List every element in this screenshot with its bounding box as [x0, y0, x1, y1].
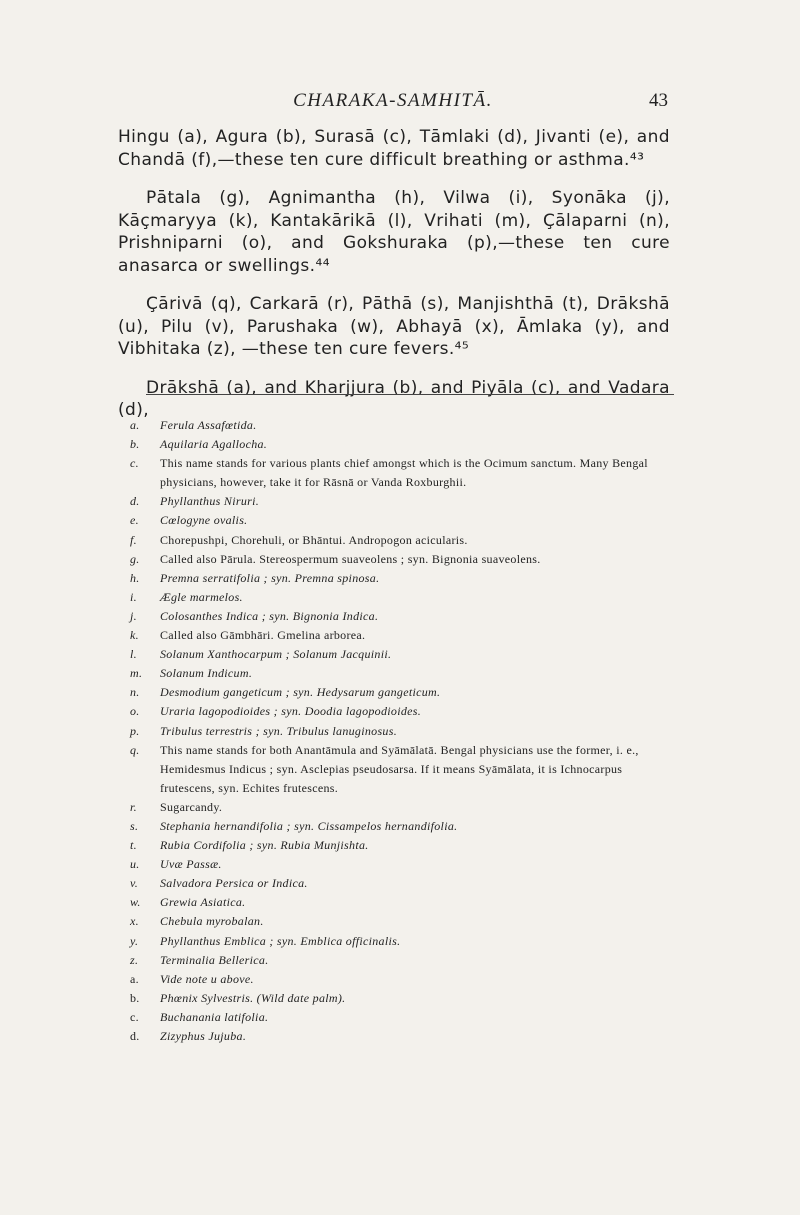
footnote-divider: [146, 394, 674, 395]
footnote: [130, 970, 675, 989]
footnote-key: k.: [130, 628, 139, 643]
footnote-text: Called also Gāmbhāri. Gmelina arborea.: [160, 628, 366, 643]
footnote-key: i.: [130, 589, 137, 604]
footnote: [130, 607, 675, 626]
footnote-text: Terminalia Bellerica.: [160, 952, 269, 967]
footnote: [130, 932, 675, 951]
footnote-text: Solanum Indicum.: [160, 666, 253, 681]
footnote-text: Premna serratifolia ; syn. Premna spinosa.: [160, 570, 380, 585]
footnote-text: Zizyphus Jujuba.: [160, 1029, 247, 1043]
footnote: [130, 550, 675, 569]
footnote-key: p.: [130, 723, 140, 738]
footnote-key: b.: [130, 437, 140, 452]
footnote-key: t.: [130, 838, 137, 853]
footnote-key: e.: [130, 513, 139, 528]
footnote-text: Buchanania latifolia.: [160, 1009, 269, 1024]
footnote: [130, 626, 675, 645]
footnote-key: w.: [130, 895, 141, 910]
footnote: [130, 435, 675, 454]
footnote: [130, 1008, 675, 1027]
page-header: [118, 90, 668, 114]
footnote-text: This name stands for both Anantāmula and Syāmālatā. Bengal physicians use the former, i. e., Hemidesmus Indicus ; syn. Asclepias pseudosarsa. If it means Syāmālata, it is Ichnocarpus frutescens, syn. Echites frutescens.: [160, 742, 639, 795]
footnote: [130, 722, 675, 741]
footnote-key: c.: [130, 1009, 139, 1024]
footnote: [130, 874, 675, 893]
paragraph-continued: Drākshā (a), and Kharjjura (b), and Piyāla (c), and Vadara (d),: [118, 377, 670, 420]
footnote: [130, 645, 675, 664]
footnote-text: Phœnix Sylvestris. (Wild date palm).: [160, 990, 346, 1005]
footnote-key: h.: [130, 570, 140, 585]
footnote-text: Chorepushpi, Chorehuli, or Bhāntui. Andropogon acicularis.: [160, 532, 468, 547]
main-text: [118, 126, 670, 438]
footnote-key: g.: [130, 551, 140, 566]
footnote-key: c.: [130, 456, 139, 471]
footnote-key: l.: [130, 647, 137, 662]
footnote-text: Uraria lagopodioides ; syn. Doodia lagopodioides.: [160, 704, 422, 719]
footnote-key: v.: [130, 876, 139, 891]
footnote-key: u.: [130, 857, 140, 872]
footnote-text: Sugarcandy.: [160, 799, 223, 814]
footnote-key: j.: [130, 608, 137, 623]
footnote-text: Ægle marmelos.: [160, 589, 243, 604]
footnote-text: Rubia Cordifolia ; syn. Rubia Munjishta.: [160, 838, 369, 853]
footnote: [130, 836, 675, 855]
footnote: [130, 511, 675, 530]
running-title: CHARAKA-SAMHITĀ.: [293, 90, 493, 111]
footnote-key: f.: [130, 532, 137, 547]
footnote-key: d.: [130, 494, 140, 509]
footnote-key: x.: [130, 914, 139, 929]
footnote: [130, 893, 675, 912]
footnote-text: Called also Pārula. Stereospermum suaveolens ; syn. Bignonia suaveolens.: [160, 551, 541, 566]
footnote-key: m.: [130, 666, 143, 681]
footnote-key: a.: [130, 418, 140, 432]
footnote: [130, 454, 675, 492]
footnote: [130, 989, 675, 1008]
footnote-key: s.: [130, 818, 139, 833]
paragraph-swellings: Pātala (g), Agnimantha (h), Vilwa (i), Syonāka (j), Kāçmaryya (k), Kantakārikā (l), Vrihati (m), Çālaparni (n), Prishniparni (o), and Gokshuraka (p),—these ten cure anasarca or swellings.⁴⁴: [118, 188, 670, 276]
footnote: [130, 531, 675, 550]
footnote: [130, 416, 675, 435]
footnote: [130, 951, 675, 970]
footnote-key: b.: [130, 990, 140, 1005]
footnote: [130, 588, 675, 607]
footnote-key: q.: [130, 742, 140, 757]
footnote-text: Tribulus terrestris ; syn. Tribulus lanuginosus.: [160, 723, 397, 738]
footnote: [130, 683, 675, 702]
footnote: [130, 798, 675, 817]
footnote-key: n.: [130, 685, 140, 700]
paragraph-fevers: Çārivā (q), Carkarā (r), Pāthā (s), Manjishthā (t), Drākshā (u), Pilu (v), Parushaka (w), Abhayā (x), Āmlaka (y), and Vibhitaka (z), —these ten cure fevers.⁴⁵: [118, 294, 670, 359]
footnote: [130, 912, 675, 931]
footnote-text: Vide note u above.: [160, 971, 254, 986]
footnote-text: Desmodium gangeticum ; syn. Hedysarum gangeticum.: [160, 685, 441, 700]
footnotes: [130, 416, 675, 1046]
footnote-text: Colosanthes Indica ; syn. Bignonia Indica.: [160, 608, 379, 623]
footnote-key: o.: [130, 704, 140, 719]
footnote-text: Stephania hernandifolia ; syn. Cissampelos hernandifolia.: [160, 818, 458, 833]
footnote: [130, 817, 675, 836]
footnote: [130, 664, 675, 683]
footnote: [130, 702, 675, 721]
page-number: 43: [649, 90, 668, 111]
footnote-text: Phyllanthus Niruri.: [160, 494, 260, 509]
footnote-text: Cœlogyne ovalis.: [160, 513, 248, 528]
paragraph-asthma: Hingu (a), Agura (b), Surasā (c), Tāmlaki (d), Jivanti (e), and Chandā (f),—these ten cure difficult breathing or asthma.⁴³: [118, 127, 670, 170]
footnote: [130, 569, 675, 588]
footnote-text: This name stands for various plants chief amongst which is the Ocimum sanctum. Many Bengal physicians, however, take it for Rāsnā or Vanda Roxburghii.: [160, 456, 648, 490]
footnote-key: z.: [130, 952, 139, 967]
footnote-text: Chebula myrobalan.: [160, 914, 264, 929]
footnote-text: Salvadora Persica or Indica.: [160, 876, 308, 891]
footnote-text: Aquilaria Agallocha.: [160, 437, 268, 452]
footnote: [130, 492, 675, 511]
footnote-key: d.: [130, 1029, 140, 1043]
footnote-text: Phyllanthus Emblica ; syn. Emblica officinalis.: [160, 933, 401, 948]
footnote: [130, 1027, 675, 1046]
footnote-key: r.: [130, 799, 137, 814]
footnote-text: Solanum Xanthocarpum ; Solanum Jacquinii.: [160, 647, 392, 662]
footnote-key: a.: [130, 971, 139, 986]
footnote-key: y.: [130, 933, 139, 948]
footnote: [130, 855, 675, 874]
footnote-text: Uvæ Passæ.: [160, 857, 222, 872]
footnote: [130, 741, 675, 798]
footnote-text: Grewia Asiatica.: [160, 895, 246, 910]
footnote-text: Ferula Assafœtida.: [160, 418, 257, 432]
